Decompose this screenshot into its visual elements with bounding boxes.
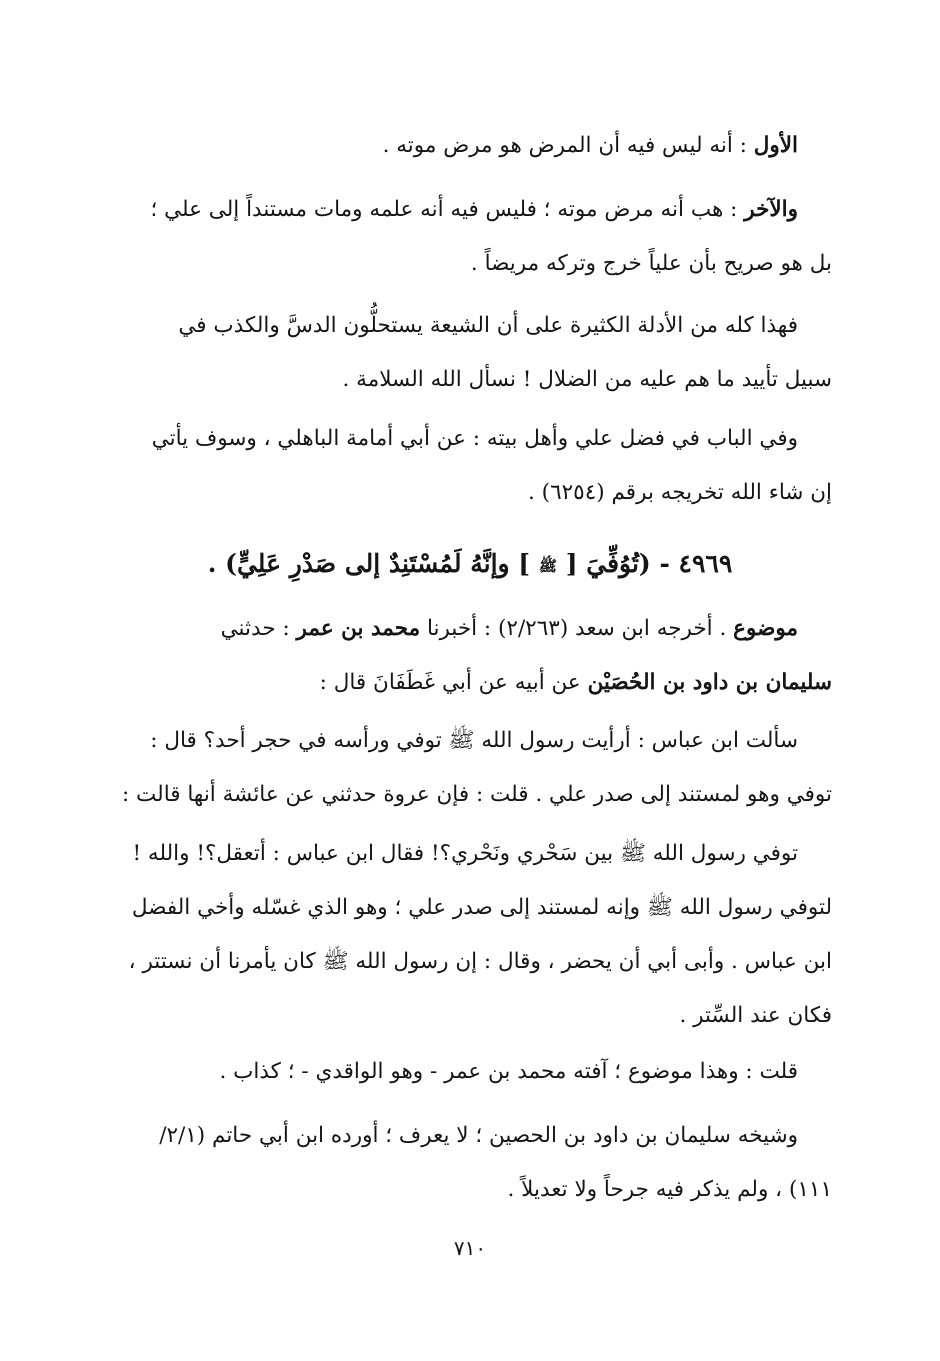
hadith-text-end: ] وإنَّهُ لَمُسْتَنِدٌ إلى صَدْرِ عَلِيٍّ) . (207, 549, 531, 578)
paragraph-first-point (108, 119, 832, 173)
paragraph-narration-question (108, 714, 832, 822)
narrator-name: محمد بن عمر (296, 616, 421, 641)
page-number: ٧١٠ (453, 1236, 487, 1260)
paragraph-second-point (108, 183, 832, 291)
text-line: بل هو صريح بأن علياً خرج وتركه مريضاً . (470, 251, 832, 276)
text-line: ابن عباس . وأبى أبي أن يحضر ، وقال : إن رسول الله ﷺ كان يأمرنا أن نستتر ، (128, 949, 832, 974)
salawat-glyph: ﷺ (538, 556, 557, 575)
text-line (108, 119, 832, 173)
text-line: فكان عند السِّتر . (679, 1003, 832, 1028)
text-line: قلت : وهذا موضوع ؛ آفته محمد بن عمر - وهو الواقدي - ؛ كذاب . (219, 1059, 798, 1084)
paragraph-conclusion (108, 299, 832, 407)
point-label: والآخر (744, 197, 798, 222)
paragraph-narration-answer (108, 827, 832, 1043)
text-line: ١١١) ، ولم يذكر فيه جرحاً ولا تعديلاً . (507, 1177, 832, 1202)
hadith-number: ٤٩٦٩ - (659, 549, 733, 578)
hadith-text-start: (تُوُفِّيَ [ (565, 549, 651, 578)
point-label: الأول (753, 133, 798, 158)
point-text: : أنه ليس فيه أن المرض هو مرض موته . (382, 133, 747, 158)
paragraph-verdict (108, 1045, 832, 1099)
text-line: توفي رسول الله ﷺ بين سَحْري ونَحْري؟! فقال ابن عباس : أتعقل؟! والله ! (132, 841, 798, 866)
text-line: موضوع . أخرجه ابن سعد (٢/٢٦٣) : أخبرنا محمد بن عمر : حدثني (220, 616, 798, 641)
paragraph-narrator-note (108, 1109, 832, 1217)
text-line: وشيخه سليمان بن داود بن الحصين ؛ لا يعرف ؛ أورده ابن أبي حاتم (٢/١/ (159, 1123, 798, 1148)
text-line: إن شاء الله تخريجه برقم (٦٢٥٤) . (528, 480, 832, 505)
text-line: توفي وهو لمستند إلى صدر علي . قلت : فإن عروة حدثني عن عائشة أنها قالت : (121, 782, 832, 807)
text-line: وفي الباب في فضل علي وأهل بيته : عن أبي أمامة الباهلي ، وسوف يأتي (151, 426, 798, 451)
text-line: لتوفي رسول الله ﷺ وإنه لمستند إلى صدر علي ؛ وهو الذي غسّله وأخي الفضل (131, 895, 832, 920)
grade-label: موضوع (733, 616, 798, 641)
narrator-name: سليمان بن داود بن الحُصَيْن (587, 670, 832, 695)
text-line: فهذا كله من الأدلة الكثيرة على أن الشيعة يستحلُّون الدسَّ والكذب في (178, 313, 798, 338)
text-line: والآخر : هب أنه مرض موته ؛ فليس فيه أنه علمه ومات مستنداً إلى علي ؛ (150, 197, 798, 222)
text-line: سبيل تأييد ما هم عليه من الضلال ! نسأل الله السلامة . (342, 367, 832, 392)
text-line: سألت ابن عباس : أرأيت رسول الله ﷺ توفي ورأسه في حجر أحد؟ قال : (150, 728, 798, 753)
paragraph-takhrij (108, 602, 832, 710)
hadith-heading (108, 534, 832, 594)
text-line: سليمان بن داود بن الحُصَيْن عن أبيه عن أبي غَطَفَانَ قال : (319, 670, 832, 695)
paragraph-reference (108, 412, 832, 520)
